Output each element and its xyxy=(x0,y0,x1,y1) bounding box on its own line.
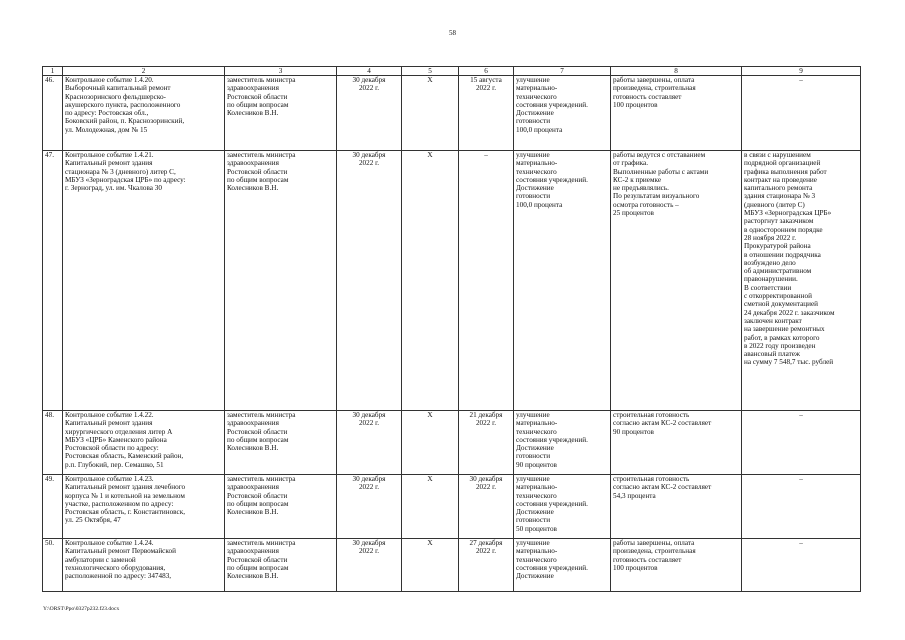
table-row xyxy=(43,411,861,475)
fact-date-cell: 15 августа 2022 г. xyxy=(459,76,514,151)
table-row xyxy=(43,151,861,411)
plan-date-cell: 30 декабря 2022 г. xyxy=(337,76,402,151)
footer-file-path: Y:\ORST\Ppo\0327p232.f23.docx xyxy=(43,606,120,612)
status-cell: работы завершены, оплата произведена, строительная готовность составляет 100 процентов xyxy=(611,76,742,151)
result-cell: улучшение материально- технического состояния учреждений. Достижение готовности 100,0 процента xyxy=(514,151,611,411)
note-cell: – xyxy=(742,411,861,475)
event-cell: Контрольное событие 1.4.23. Капитальный ремонт здания лечебного корпуса № 1 и котельной на земельном участке, расположенном по адресу: Ростовская область, г. Константиновск, ул. 25 Октября, 47 xyxy=(63,475,225,539)
header-row xyxy=(43,67,861,76)
fact-date-cell: 30 декабря 2022 г. xyxy=(459,475,514,539)
col5-cell: Х xyxy=(402,411,459,475)
responsible-cell: заместитель министра здравоохранения Ростовской области по общим вопросам Колесников В.Н. xyxy=(225,151,337,411)
column-header: 3 xyxy=(225,67,337,76)
responsible-cell: заместитель министра здравоохранения Ростовской области по общим вопросам Колесников В.Н. xyxy=(225,475,337,539)
row-number: 48. xyxy=(43,411,63,475)
col5-cell: Х xyxy=(402,151,459,411)
event-cell: Контрольное событие 1.4.22. Капитальный ремонт здания хирургического отделения литер А МБУЗ «ЦРБ» Каменского района Ростовской области по адресу: Ростовская область, Каменский район, р.п. Глубокий, пер. Семашко, 51 xyxy=(63,411,225,475)
col5-cell: Х xyxy=(402,76,459,151)
fact-date-cell: 27 декабря 2022 г. xyxy=(459,539,514,592)
column-header: 6 xyxy=(459,67,514,76)
status-cell: работы ведутся с отставанием от графика. Выполненные работы с актами КС-2 к приемке не предъявлялись. По результатам визуального осмотра готовность – 25 процентов xyxy=(611,151,742,411)
page-number: 58 xyxy=(449,29,456,37)
note-cell: – xyxy=(742,539,861,592)
row-number: 50. xyxy=(43,539,63,592)
responsible-cell: заместитель министра здравоохранения Ростовской области по общим вопросам Колесников В.Н. xyxy=(225,539,337,592)
col5-cell: Х xyxy=(402,539,459,592)
result-cell: улучшение материально- технического состояния учреждений. Достижение готовности 50 процентов xyxy=(514,475,611,539)
table-row xyxy=(43,539,861,592)
plan-date-cell: 30 декабря 2022 г. xyxy=(337,539,402,592)
fact-date-cell: 21 декабря 2022 г. xyxy=(459,411,514,475)
row-number: 47. xyxy=(43,151,63,411)
note-cell: – xyxy=(742,76,861,151)
column-header: 7 xyxy=(514,67,611,76)
plan-date-cell: 30 декабря 2022 г. xyxy=(337,411,402,475)
result-cell: улучшение материально- технического состояния учреждений. Достижение готовности 100,0 процента xyxy=(514,76,611,151)
column-header: 1 xyxy=(43,67,63,76)
result-cell: улучшение материально- технического состояния учреждений. Достижение готовности 90 процентов xyxy=(514,411,611,475)
status-cell: строительная готовность согласно актам КС-2 составляет 54,3 процента xyxy=(611,475,742,539)
status-cell: работы завершены, оплата произведена, строительная готовность составляет 100 процентов xyxy=(611,539,742,592)
column-header: 4 xyxy=(337,67,402,76)
result-cell: улучшение материально- технического состояния учреждений. Достижение xyxy=(514,539,611,592)
responsible-cell: заместитель министра здравоохранения Ростовской области по общим вопросам Колесников В.Н. xyxy=(225,411,337,475)
row-number: 46. xyxy=(43,76,63,151)
plan-date-cell: 30 декабря 2022 г. xyxy=(337,475,402,539)
event-cell: Контрольное событие 1.4.21. Капитальный ремонт здания стационара № 3 (дневного) литер С, МБУЗ «Зерноградская ЦРБ» по адресу: г. Зерноград, ул. им. Чкалова 30 xyxy=(63,151,225,411)
event-cell: Контрольное событие 1.4.20. Выборочный капитальный ремонт Краснозоринского фельдшерско- акушерского пункта, расположенного по адресу: Ростовская обл., Боковский район, п. Краснозоринский, ул. Молодежная, дом № 15 xyxy=(63,76,225,151)
table-row xyxy=(43,475,861,539)
col5-cell: Х xyxy=(402,475,459,539)
row-number: 49. xyxy=(43,475,63,539)
column-header: 8 xyxy=(611,67,742,76)
control-events-table xyxy=(42,66,861,592)
column-header: 9 xyxy=(742,67,861,76)
column-header: 5 xyxy=(402,67,459,76)
column-header: 2 xyxy=(63,67,225,76)
table-row xyxy=(43,76,861,151)
event-cell: Контрольное событие 1.4.24. Капитальный ремонт Первомайской амбулатории с заменой технологического оборудования, расположенной по адресу: 347483, xyxy=(63,539,225,592)
note-cell: – xyxy=(742,475,861,539)
plan-date-cell: 30 декабря 2022 г. xyxy=(337,151,402,411)
note-cell: в связи с нарушением подрядной организацией графика выполнения работ контракт на проведение капитального ремонта здания стационара № 3 (дневного (литер С) МБУЗ «Зерноградская ЦРБ» расторгнут заказчиком в одностороннем порядке 28 ноября 2022 г. Прокуратурой района в отношении подрядчика возбуждено дело об административном правонарушении. В соответствии с откорректированной сметной документацией 24 декабря 2022 г. заказчиком заключен контракт на завершение ремонтных работ, в рамках которого в 2022 году произведен авансовый платеж на сумму 7 548,7 тыс. рублей xyxy=(742,151,861,411)
responsible-cell: заместитель министра здравоохранения Ростовской области по общим вопросам Колесников В.Н. xyxy=(225,76,337,151)
fact-date-cell: – xyxy=(459,151,514,411)
status-cell: строительная готовность согласно актам КС-2 составляет 90 процентов xyxy=(611,411,742,475)
